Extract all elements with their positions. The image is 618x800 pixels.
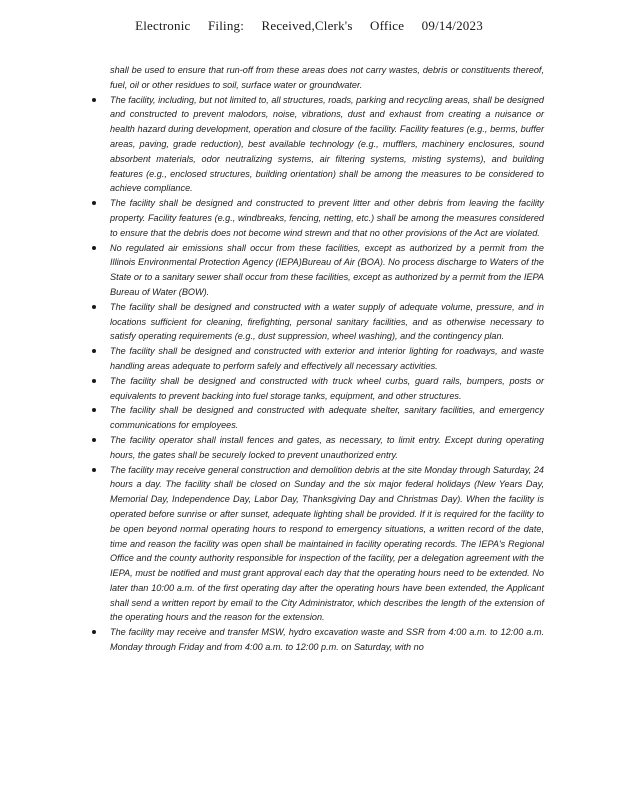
list-item: [92, 93, 544, 197]
header-electronic: Electronic: [135, 18, 191, 33]
list-item: [92, 463, 544, 626]
list-item-text: The facility shall be designed and constructed with a water supply of adequate volume, pressure, and in locations sufficient for cleaning, firefighting, personal sanitary facilities, and as otherwise necessary to satisfy operating requirements (e.g., dust suppression, wheel washing), and the contingency plan.: [110, 301, 544, 342]
header-filing: Filing:: [207, 18, 245, 33]
list-item: [92, 344, 544, 374]
list-item-text: The facility may receive and transfer MSW, hydro excavation waste and SSR from 4:00 a.m. to 12:00 a.m. Monday through Friday and from 4:00 a.m. to 12:00 p.m. on Saturday, with no: [110, 627, 544, 653]
list-item-text: The facility shall be designed and constructed with exterior and interior lighting for roadways, and waste handling areas adequate to perform safely and effectively all necessary activities.: [110, 346, 544, 371]
list-item-text: The facility shall be designed and constructed to prevent litter and other debris from leaving the facility property. Facility features (e.g., windbreaks, fencing, netting, etc.) shall be among the measures considered to ensure that the debris does not become wind strewn and that no other provisions of the Act are violated.: [110, 198, 544, 238]
bullet-icon: [92, 98, 96, 102]
list-item-text: No regulated air emissions shall occur from these facilities, except as authorized by a permit from the Illinois Environmental Protection Agency (IEPA)Bureau of Air (BOA). No process discharge to Waters of the State or to a sanitary sewer shall occur from these facilities, except as authorized by a permit from the IEPA Bureau of Water (BOW).: [110, 242, 544, 297]
list-item-text: The facility operator shall install fences and gates, as necessary, to limit entry. Except during operating hours, the gates shall be securely locked to prevent unauthorized entry.: [110, 434, 544, 460]
list-item-text: The facility may receive general construction and demolition debris at the site Monday through Saturday, 24 hours a day. The facility shall be closed on Sunday and the six major federal holidays (New Years Day, Memorial Day, Independence Day, Labor Day, Thanksgiving Day and Christmas Day). When the facility is operated before sunrise or after sunset, adequate lighting shall be provided. If it is required for the facility to be open beyond normal operating hours to respond to emergency situations, a written record of the date, time and reason the facility was open shall be maintained in facility operating records. The IEPA's Regional Office and the county authority responsible for inspection of the facility, per a delegation agreement with the IEPA, must be notified and must grant approval each day that the operating hours need to be extended. No later than 10:00 a.m. of the first operating day after the operating hours have been extended, the Applicant shall send a written report by email to the City Administrator, which describes the length of the extension of the operating hours and the reason for the extension.: [110, 464, 544, 623]
header-date: 09/14/2023: [421, 18, 483, 33]
bullet-icon: [92, 349, 96, 353]
bullet-icon: [92, 305, 96, 309]
bullet-icon: [92, 468, 96, 472]
document-body: [92, 63, 544, 655]
requirements-list: [92, 93, 544, 655]
list-item: [92, 300, 544, 344]
list-item: [92, 196, 544, 240]
list-item-text: The facility shall be designed and constructed with adequate shelter, sanitary facilities, and emergency communications for employees.: [110, 405, 544, 431]
list-item: [92, 241, 544, 300]
bullet-icon: [92, 438, 96, 442]
bullet-icon: [92, 201, 96, 205]
bullet-icon: [92, 246, 96, 250]
list-item: [92, 374, 544, 404]
filing-header: [0, 18, 618, 34]
list-item-text: The facility, including, but not limited to, all structures, roads, parking and recycling areas, shall be designed and constructed to prevent malodors, noise, vibrations, dust and exhaust from creating a nuisance or health hazard during development, operation and closure of the facility. Facility features (e.g., berms, buffer areas, paving, grade reduction), best available technology (e.g., mufflers, machinery enclosures, sound absorbent materials, odor neutralizing systems, air filtering systems, misting systems), and building features (e.g., enclosed structures, building orientation) shall be among the measures to be considered to achieve compliance.: [110, 94, 544, 194]
list-item: [92, 403, 544, 433]
bullet-icon: [92, 379, 96, 383]
list-item: [92, 433, 544, 463]
bullet-icon: [92, 630, 96, 634]
continuation-paragraph: shall be used to ensure that run-off from these areas does not carry wastes, debris or constituents thereof, fuel, oil or other residues to soil, surface water or groundwater.: [110, 65, 544, 90]
header-office: Office: [370, 18, 405, 33]
header-received-clerk: Received,Clerk's: [261, 18, 353, 33]
bullet-icon: [92, 408, 96, 412]
list-item-text: The facility shall be designed and constructed with truck wheel curbs, guard rails, bumpers, posts or equivalents to prevent backing into fuel storage tanks, equipment, and other structures.: [110, 375, 544, 401]
list-item: [92, 625, 544, 655]
